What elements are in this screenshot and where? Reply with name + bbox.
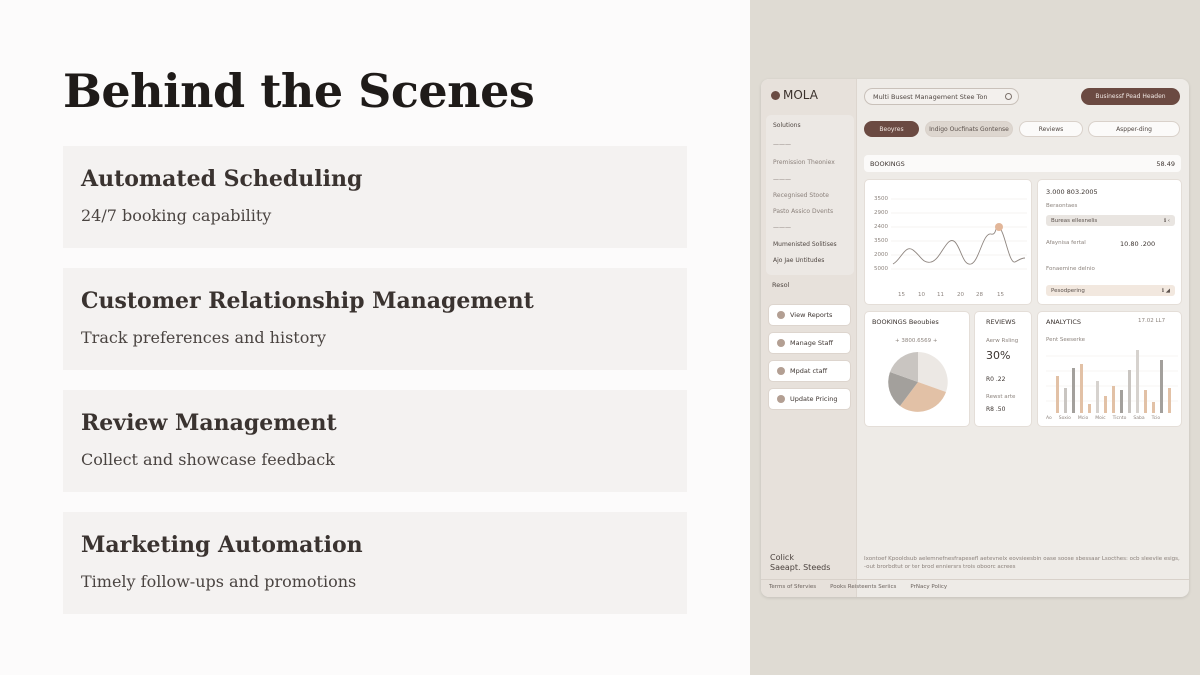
feature-card (63, 512, 687, 614)
x-tick: Mcio (1077, 416, 1089, 421)
bookings-header[interactable] (864, 155, 1181, 172)
stats-row-label: Pesodpering (1051, 287, 1085, 294)
y-tick: 2000 (874, 252, 888, 258)
reviews-label: Aerw Rsling (986, 338, 1019, 344)
sidebar-item[interactable]: Pasto Assico Dvents (773, 208, 834, 215)
stats-label: Beraontaes (1046, 203, 1078, 209)
highlight-point (995, 223, 1003, 231)
sidebar-item[interactable]: ——— (773, 176, 791, 183)
slide-title: Behind the Scenes (63, 64, 535, 118)
sidebar-footer-line: Saeapt. Steeds (770, 563, 831, 572)
sidebar-item[interactable]: Premission Theoniex (773, 159, 835, 166)
sidebar-nav (766, 115, 854, 275)
button-label: View Reports (790, 311, 833, 319)
y-tick: 3500 (874, 196, 888, 202)
feature-card (63, 146, 687, 248)
pricing-icon (777, 395, 785, 403)
sidebar-item[interactable]: Mumenisted Solitises (773, 241, 837, 248)
bar (1088, 404, 1091, 413)
x-tick: 28 (976, 292, 983, 298)
feature-title: Review Management (81, 410, 337, 436)
search-input[interactable] (864, 88, 1019, 105)
business-header-button[interactable]: Businessf Pead Headen (1081, 88, 1180, 105)
info-icon: ℹ ‹ (1163, 217, 1170, 224)
x-tick: 11 (937, 292, 944, 298)
sidebar-item[interactable]: Recegnised Stoote (773, 192, 829, 199)
y-tick: 2400 (874, 224, 888, 230)
privacy-policy-link[interactable]: PrNacy Policy (910, 584, 948, 590)
bookings-label: BOOKINGS (870, 159, 905, 168)
app-logo-text: MOLA (783, 88, 818, 102)
reviews-value: R0 .22 (986, 376, 1006, 383)
bar (1144, 390, 1147, 413)
feature-title: Marketing Automation (81, 532, 363, 558)
x-tick: Soxio (1058, 416, 1071, 421)
stats-row[interactable] (1046, 285, 1175, 296)
footer-links (769, 584, 947, 590)
reviews-value: R8 .50 (986, 406, 1006, 413)
bar (1056, 376, 1059, 413)
analytics-x-axis (1046, 416, 1160, 421)
series-line (893, 227, 1025, 265)
stats-row[interactable] (1046, 215, 1175, 226)
bar (1104, 396, 1107, 413)
tab-marketing[interactable]: Aspper-ding (1088, 121, 1180, 137)
update-staff-button[interactable] (768, 360, 851, 382)
x-tick: Tcio (1151, 416, 1161, 421)
mock-sidebar (761, 79, 857, 597)
y-tick: 3500 (874, 238, 888, 244)
footer-paragraph: Ixontoef Kpooldsub aelemnefnesfrapesefl aetevnelx eovsieesbin oase soose sbessaar Lsocthes: ocb sleeviie esigs, -out brorbdtut or ter brod enniersrs trois oboorc acrees (864, 556, 1180, 570)
stats-heading: 3.000 803.2005 (1046, 188, 1098, 196)
x-tick: 10 (918, 292, 925, 298)
y-tick: 2900 (874, 210, 888, 216)
feature-description: Timely follow-ups and promotions (81, 572, 357, 591)
bar (1136, 350, 1139, 413)
footer-divider (761, 579, 1189, 580)
sidebar-item[interactable]: ——— (773, 224, 791, 231)
reviews-panel (974, 311, 1032, 427)
bar (1112, 386, 1115, 413)
stats-label: Afaynisa fertal (1046, 240, 1086, 246)
logo-icon (771, 91, 780, 100)
manage-staff-button[interactable] (768, 332, 851, 354)
bookings-line-panel (864, 179, 1032, 305)
reports-icon (777, 311, 785, 319)
terms-link[interactable]: Terms of Sfervies (769, 584, 817, 590)
feature-title: Automated Scheduling (81, 166, 363, 192)
x-tick: Moic (1095, 416, 1106, 421)
line-chart (891, 194, 1027, 286)
update-pricing-button[interactable] (768, 388, 851, 410)
staff-icon (777, 339, 785, 347)
bar (1072, 368, 1075, 413)
bar (1064, 388, 1067, 413)
business-settings-link[interactable]: Pooks Reisteents Seriics (830, 584, 897, 590)
sidebar-section-label: Resol (772, 281, 790, 289)
bar (1080, 364, 1083, 413)
search-value: Multi Busest Management Stee Ton (873, 92, 988, 101)
x-tick: 20 (957, 292, 964, 298)
y-tick: 5000 (874, 266, 888, 272)
tab-customers[interactable]: Indigo Oucfinats Gontense (925, 121, 1013, 137)
button-label: Manage Staff (790, 339, 834, 347)
stats-row-label: Bureas ellesnelis (1051, 217, 1098, 224)
x-tick: Saba (1133, 416, 1145, 421)
stats-label: Fonaemine delnio (1046, 266, 1095, 272)
bar (1160, 360, 1163, 413)
button-label: Update Pricing (790, 395, 838, 403)
reviews-title: REVIEWS (986, 318, 1016, 326)
feature-title: Customer Relationship Management (81, 288, 534, 314)
feature-card (63, 390, 687, 492)
x-tick: Ticnto (1112, 416, 1127, 421)
x-tick: 15 (898, 292, 905, 298)
feature-description: Collect and showcase feedback (81, 450, 335, 469)
pie-title: BOOKINGS Beoubies (872, 318, 939, 326)
bar (1096, 381, 1099, 413)
view-reports-button[interactable] (768, 304, 851, 326)
x-tick: Ao (1046, 416, 1052, 421)
analytics-subtitle: Pent Seeserke (1046, 337, 1086, 343)
button-label: Mpdat ctaff (790, 367, 828, 375)
reviews-label: Rewst arte (986, 394, 1016, 400)
sidebar-item[interactable]: Solutions (773, 122, 801, 129)
analytics-panel (1037, 311, 1182, 427)
pie-subtitle: + 3800.6569 + (895, 338, 938, 344)
user-icon (777, 367, 785, 375)
analytics-title: ANALYTICS (1046, 318, 1082, 326)
sidebar-item[interactable]: ——— (773, 141, 791, 148)
sidebar-footer (770, 553, 830, 573)
x-tick: 15 (997, 292, 1004, 298)
app-logo (771, 88, 818, 102)
bar (1128, 370, 1131, 413)
bar (1152, 402, 1155, 413)
feature-description: 24/7 booking capability (81, 206, 272, 225)
stats-value: 10.80 .200 (1120, 240, 1156, 248)
bar (1120, 390, 1123, 413)
bookings-value: 58.49 (1156, 159, 1175, 168)
search-icon (1005, 93, 1012, 100)
bookings-pie-panel (864, 311, 970, 427)
feature-description: Track preferences and history (81, 328, 327, 347)
analytics-meta: 17.02 LL7 (1138, 318, 1166, 324)
sidebar-footer-line: Colick (770, 553, 794, 562)
tab-bookings[interactable]: Beoyres (864, 121, 919, 137)
pie-chart (886, 350, 950, 414)
analytics-bar-chart (1046, 346, 1178, 414)
bar (1168, 388, 1171, 413)
tab-reviews[interactable]: Reviews (1019, 121, 1083, 137)
reviews-percent: 30% (986, 349, 1011, 362)
sidebar-item[interactable]: Ajo Jae Untitudes (773, 257, 825, 264)
dashboard-mockup (761, 79, 1189, 597)
info-icon: ℹ ◢ (1161, 287, 1170, 294)
bookings-stats-panel (1037, 179, 1182, 305)
feature-list (63, 146, 687, 634)
feature-card (63, 268, 687, 370)
